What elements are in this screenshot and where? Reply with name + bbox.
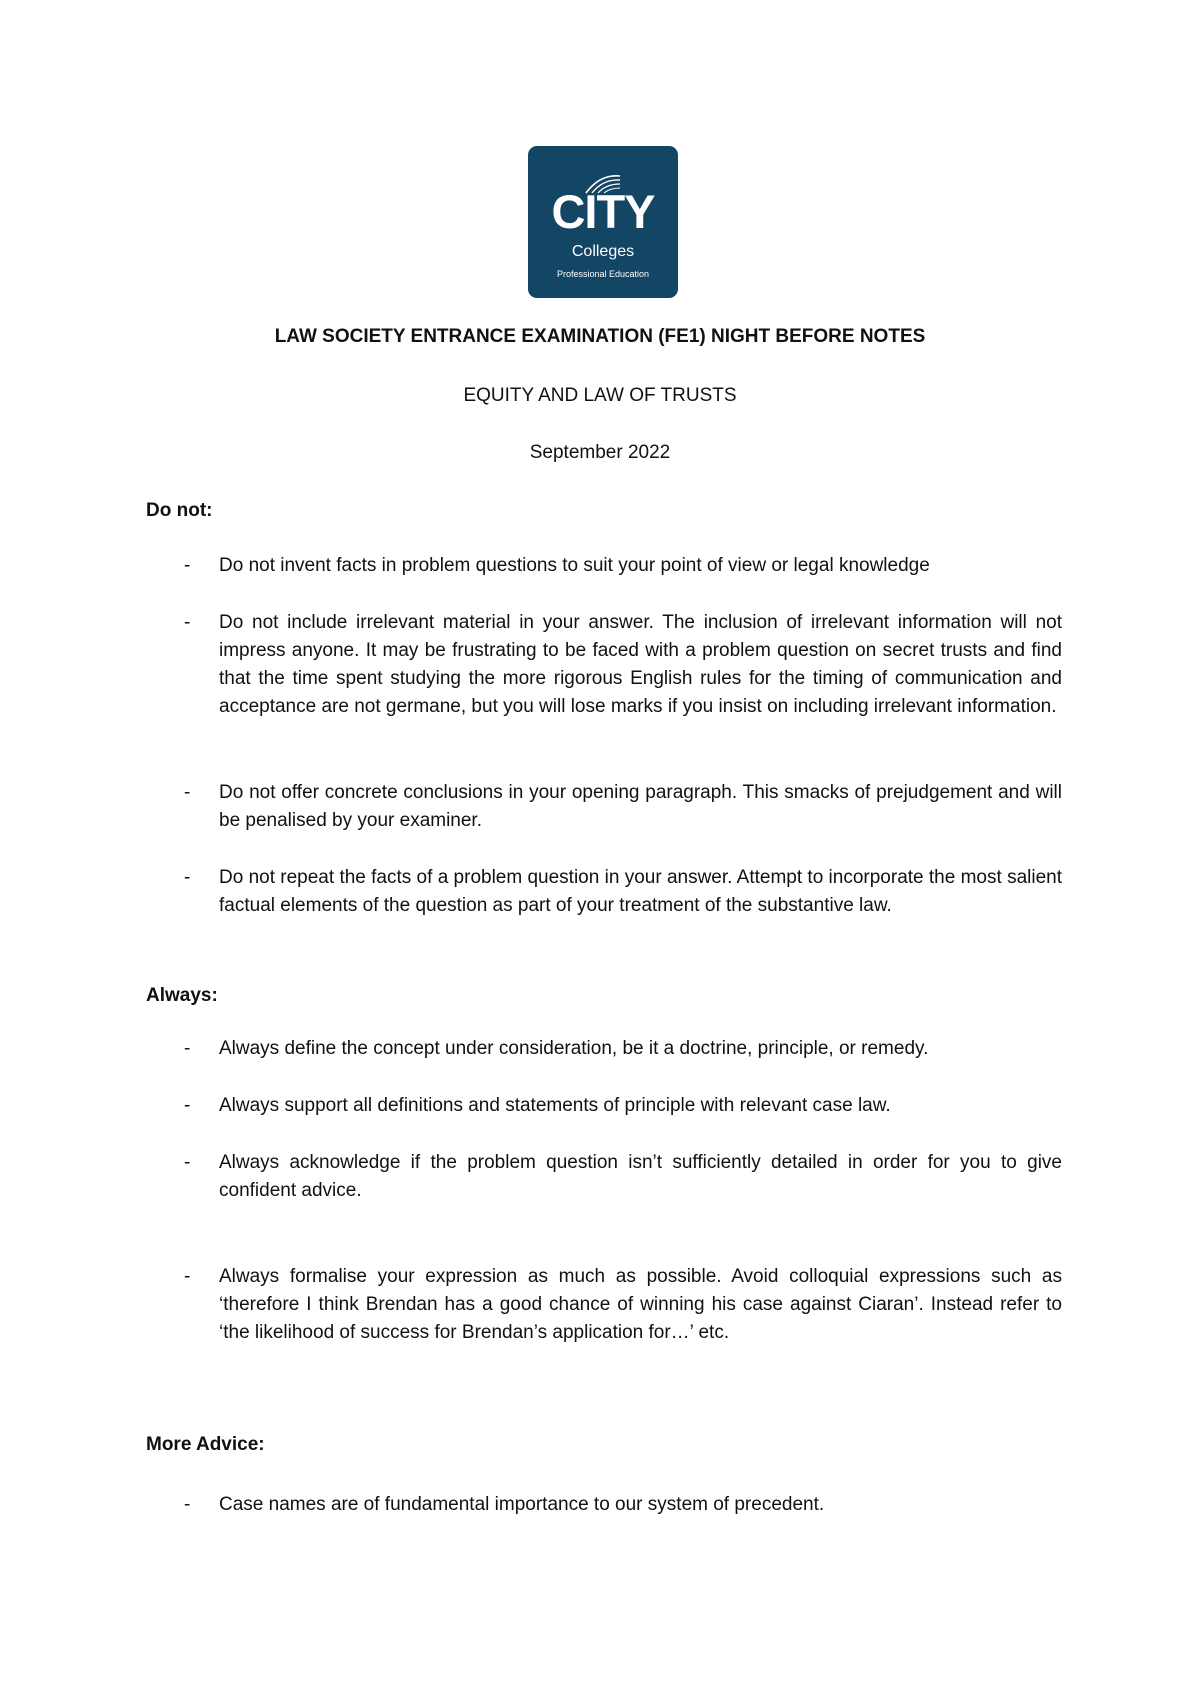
list-item-text: Do not invent facts in problem questions to suit your point of view or legal knowledge: [219, 555, 930, 576]
list-item: [184, 1035, 1062, 1063]
list-item-text: Do not offer concrete conclusions in your opening paragraph. This smacks of prejudgement and will be penalised by your examiner.: [219, 782, 1062, 831]
bullet-dash: -: [184, 867, 191, 888]
list-item-text: Do not repeat the facts of a problem question in your answer. Attempt to incorporate the most salient factual elements of the question as part of your treatment of the substantive law.: [219, 867, 1062, 916]
list-item: [184, 1149, 1062, 1205]
bullet-dash: -: [184, 1095, 191, 1116]
section-heading-more-advice: More Advice:: [146, 1434, 265, 1455]
logo-tagline: Professional Education: [556, 269, 650, 279]
bullet-dash: -: [184, 1494, 191, 1515]
list-item-text: Do not include irrelevant material in your answer. The inclusion of irrelevant information will not impress anyone. It may be frustrating to be faced with a problem question on secret trusts and find that the time spent studying the more rigorous English rules for the timing of communication and acceptance are not germane, but you will lose marks if you insist on including irrelevant information.: [219, 612, 1062, 717]
bullet-dash: -: [184, 1152, 191, 1173]
bullet-dash: -: [184, 1038, 191, 1059]
city-colleges-logo: [528, 146, 678, 298]
section-heading-do-not: Do not:: [146, 500, 213, 521]
list-item: [184, 1092, 1062, 1120]
list-item-text: Always formalise your expression as much as possible. Avoid colloquial expressions such as ‘therefore I think Brendan has a good chance of winning his case against Ciaran’. Instead refer to ‘the likelihood of success for Brendan’s application for…’ etc.: [219, 1266, 1062, 1343]
list-item: [184, 609, 1062, 721]
list-item: [184, 552, 1062, 580]
logo-subtitle: Colleges: [571, 243, 635, 260]
bullet-dash: -: [184, 555, 191, 576]
list-item-text: Always acknowledge if the problem question isn’t sufficiently detailed in order for you to give confident advice.: [219, 1152, 1062, 1201]
bullet-dash: -: [184, 612, 191, 633]
document-date: September 2022: [529, 442, 671, 463]
bullet-dash: -: [184, 1266, 191, 1287]
document-subject: EQUITY AND LAW OF TRUSTS: [463, 385, 737, 406]
logo-wordmark: CITY: [551, 185, 655, 238]
list-item-text: Always define the concept under consideration, be it a doctrine, principle, or remedy.: [219, 1038, 929, 1059]
bullet-dash: -: [184, 782, 191, 803]
list-item: [184, 779, 1062, 835]
list-item: [184, 1263, 1062, 1347]
document-title: LAW SOCIETY ENTRANCE EXAMINATION (FE1) NIGHT BEFORE NOTES: [274, 326, 926, 347]
list-item-text: Always support all definitions and statements of principle with relevant case law.: [219, 1095, 891, 1116]
section-heading-always: Always:: [146, 985, 218, 1006]
list-item-text: Case names are of fundamental importance to our system of precedent.: [219, 1494, 825, 1515]
list-item: [184, 864, 1062, 920]
list-item: [184, 1491, 1062, 1519]
